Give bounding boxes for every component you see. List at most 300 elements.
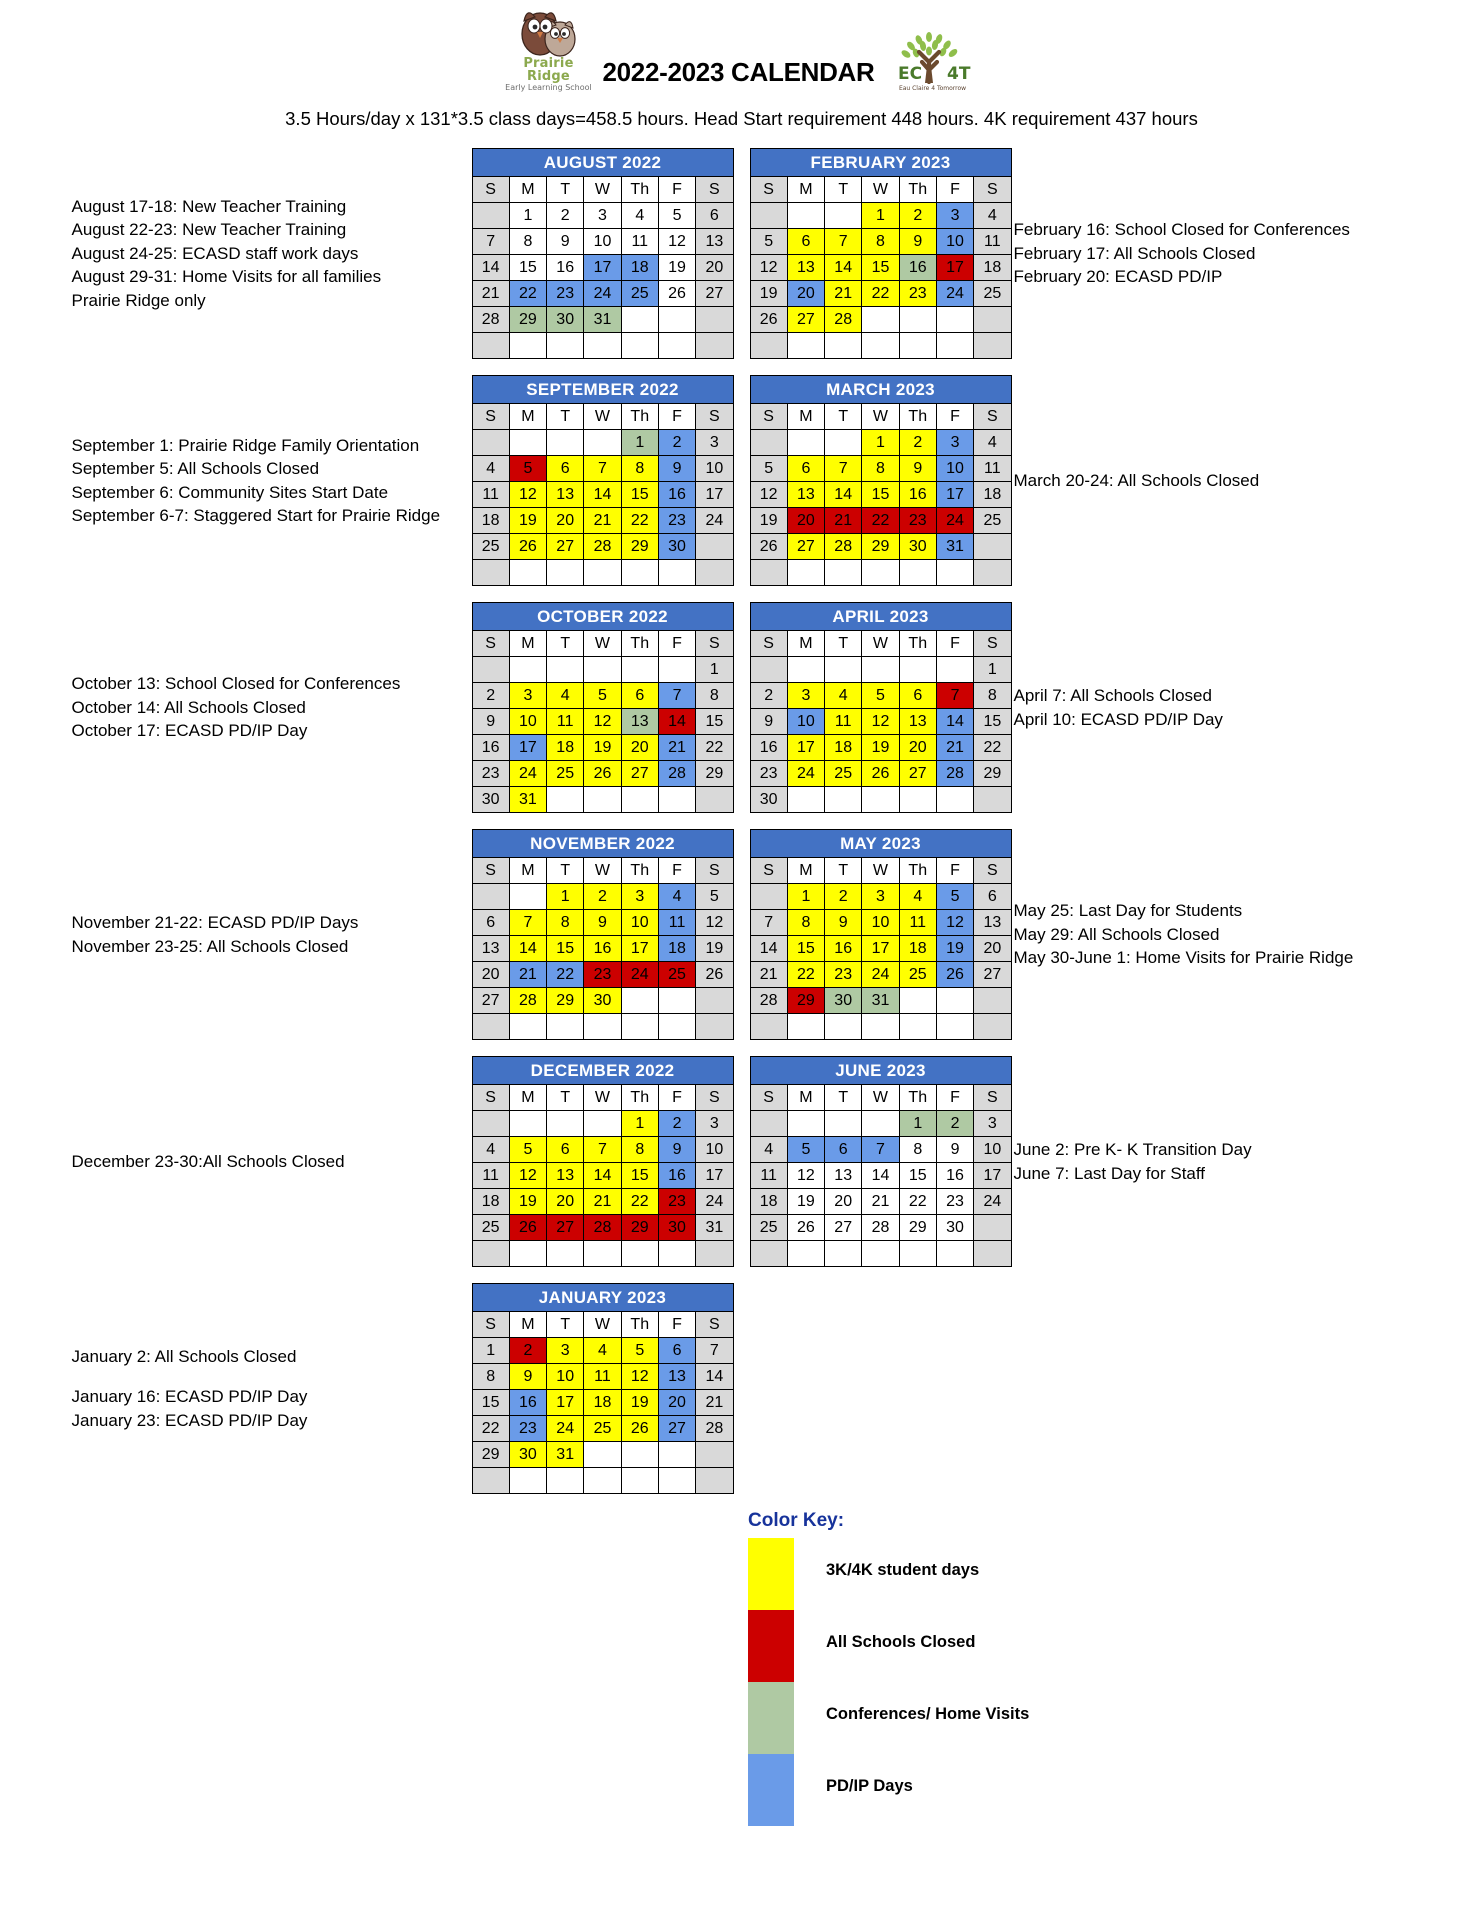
day-cell[interactable]: 19	[658, 255, 695, 281]
day-cell[interactable]: 25	[974, 281, 1011, 307]
day-cell[interactable]: 8	[862, 229, 899, 255]
day-cell[interactable]: 5	[621, 1338, 658, 1364]
day-cell[interactable]: 20	[658, 1390, 695, 1416]
day-cell[interactable]: 16	[899, 255, 936, 281]
day-cell[interactable]: 6	[547, 1137, 584, 1163]
day-cell[interactable]: 18	[974, 482, 1011, 508]
day-cell[interactable]: 13	[696, 229, 733, 255]
day-cell[interactable]: 19	[696, 936, 733, 962]
day-cell[interactable]: 13	[974, 910, 1011, 936]
day-cell[interactable]: 26	[621, 1416, 658, 1442]
day-cell[interactable]: 7	[584, 1137, 621, 1163]
day-cell[interactable]: 31	[509, 787, 546, 813]
day-cell[interactable]: 5	[862, 683, 899, 709]
day-cell[interactable]: 26	[787, 1215, 824, 1241]
day-cell[interactable]: 19	[750, 508, 787, 534]
day-cell[interactable]: 3	[936, 430, 973, 456]
day-cell[interactable]: 22	[509, 281, 546, 307]
day-cell[interactable]: 28	[750, 988, 787, 1014]
day-cell[interactable]: 11	[547, 709, 584, 735]
day-cell[interactable]: 16	[899, 482, 936, 508]
day-cell[interactable]: 14	[750, 936, 787, 962]
day-cell[interactable]: 9	[899, 456, 936, 482]
day-cell[interactable]: 16	[472, 735, 509, 761]
day-cell[interactable]: 27	[658, 1416, 695, 1442]
day-cell[interactable]: 25	[472, 534, 509, 560]
day-cell[interactable]: 8	[621, 1137, 658, 1163]
day-cell[interactable]: 28	[472, 307, 509, 333]
day-cell[interactable]: 10	[974, 1137, 1011, 1163]
day-cell[interactable]: 8	[509, 229, 546, 255]
day-cell[interactable]: 1	[696, 657, 733, 683]
day-cell[interactable]: 13	[621, 709, 658, 735]
day-cell[interactable]: 18	[974, 255, 1011, 281]
day-cell[interactable]: 25	[584, 1416, 621, 1442]
day-cell[interactable]: 24	[621, 962, 658, 988]
day-cell[interactable]: 24	[584, 281, 621, 307]
day-cell[interactable]: 4	[750, 1137, 787, 1163]
day-cell[interactable]: 15	[509, 255, 546, 281]
day-cell[interactable]: 4	[472, 1137, 509, 1163]
day-cell[interactable]: 30	[936, 1215, 973, 1241]
day-cell[interactable]: 1	[621, 1111, 658, 1137]
day-cell[interactable]: 3	[787, 683, 824, 709]
day-cell[interactable]: 1	[862, 430, 899, 456]
day-cell[interactable]: 29	[696, 761, 733, 787]
day-cell[interactable]: 9	[658, 456, 695, 482]
day-cell[interactable]: 24	[974, 1189, 1011, 1215]
day-cell[interactable]: 27	[974, 962, 1011, 988]
day-cell[interactable]: 1	[472, 1338, 509, 1364]
day-cell[interactable]: 23	[936, 1189, 973, 1215]
day-cell[interactable]: 28	[584, 534, 621, 560]
day-cell[interactable]: 25	[825, 761, 862, 787]
day-cell[interactable]: 24	[936, 508, 973, 534]
day-cell[interactable]: 12	[621, 1364, 658, 1390]
day-cell[interactable]: 18	[658, 936, 695, 962]
day-cell[interactable]: 17	[509, 735, 546, 761]
day-cell[interactable]: 22	[621, 1189, 658, 1215]
day-cell[interactable]: 8	[472, 1364, 509, 1390]
day-cell[interactable]: 23	[658, 1189, 695, 1215]
day-cell[interactable]: 2	[509, 1338, 546, 1364]
day-cell[interactable]: 15	[899, 1163, 936, 1189]
day-cell[interactable]: 29	[621, 534, 658, 560]
day-cell[interactable]: 28	[584, 1215, 621, 1241]
day-cell[interactable]: 6	[658, 1338, 695, 1364]
day-cell[interactable]: 16	[658, 1163, 695, 1189]
day-cell[interactable]: 17	[621, 936, 658, 962]
day-cell[interactable]: 23	[509, 1416, 546, 1442]
day-cell[interactable]: 9	[750, 709, 787, 735]
day-cell[interactable]: 3	[547, 1338, 584, 1364]
day-cell[interactable]: 1	[787, 884, 824, 910]
day-cell[interactable]: 29	[862, 534, 899, 560]
day-cell[interactable]: 22	[696, 735, 733, 761]
day-cell[interactable]: 10	[621, 910, 658, 936]
day-cell[interactable]: 28	[825, 534, 862, 560]
day-cell[interactable]: 26	[584, 761, 621, 787]
day-cell[interactable]: 21	[750, 962, 787, 988]
day-cell[interactable]: 1	[547, 884, 584, 910]
day-cell[interactable]: 2	[658, 1111, 695, 1137]
day-cell[interactable]: 16	[936, 1163, 973, 1189]
day-cell[interactable]: 3	[862, 884, 899, 910]
day-cell[interactable]: 26	[750, 534, 787, 560]
day-cell[interactable]: 19	[750, 281, 787, 307]
day-cell[interactable]: 10	[936, 229, 973, 255]
day-cell[interactable]: 21	[862, 1189, 899, 1215]
day-cell[interactable]: 7	[750, 910, 787, 936]
day-cell[interactable]: 20	[472, 962, 509, 988]
day-cell[interactable]: 26	[509, 1215, 546, 1241]
day-cell[interactable]: 27	[787, 534, 824, 560]
day-cell[interactable]: 13	[825, 1163, 862, 1189]
day-cell[interactable]: 31	[936, 534, 973, 560]
day-cell[interactable]: 7	[658, 683, 695, 709]
day-cell[interactable]: 4	[547, 683, 584, 709]
day-cell[interactable]: 13	[899, 709, 936, 735]
day-cell[interactable]: 29	[787, 988, 824, 1014]
day-cell[interactable]: 7	[584, 456, 621, 482]
day-cell[interactable]: 21	[658, 735, 695, 761]
day-cell[interactable]: 3	[621, 884, 658, 910]
day-cell[interactable]: 25	[750, 1215, 787, 1241]
day-cell[interactable]: 6	[787, 229, 824, 255]
day-cell[interactable]: 2	[899, 203, 936, 229]
day-cell[interactable]: 22	[472, 1416, 509, 1442]
day-cell[interactable]: 23	[658, 508, 695, 534]
day-cell[interactable]: 17	[862, 936, 899, 962]
day-cell[interactable]: 6	[974, 884, 1011, 910]
day-cell[interactable]: 6	[547, 456, 584, 482]
day-cell[interactable]: 11	[899, 910, 936, 936]
day-cell[interactable]: 22	[787, 962, 824, 988]
day-cell[interactable]: 7	[472, 229, 509, 255]
day-cell[interactable]: 7	[862, 1137, 899, 1163]
day-cell[interactable]: 24	[696, 508, 733, 534]
day-cell[interactable]: 4	[472, 456, 509, 482]
day-cell[interactable]: 31	[584, 307, 621, 333]
day-cell[interactable]: 14	[509, 936, 546, 962]
day-cell[interactable]: 9	[658, 1137, 695, 1163]
day-cell[interactable]: 19	[787, 1189, 824, 1215]
day-cell[interactable]: 12	[696, 910, 733, 936]
day-cell[interactable]: 29	[621, 1215, 658, 1241]
day-cell[interactable]: 8	[899, 1137, 936, 1163]
day-cell[interactable]: 17	[696, 1163, 733, 1189]
day-cell[interactable]: 7	[509, 910, 546, 936]
day-cell[interactable]: 5	[584, 683, 621, 709]
day-cell[interactable]: 12	[936, 910, 973, 936]
day-cell[interactable]: 26	[936, 962, 973, 988]
day-cell[interactable]: 6	[825, 1137, 862, 1163]
day-cell[interactable]: 18	[584, 1390, 621, 1416]
day-cell[interactable]: 27	[787, 307, 824, 333]
day-cell[interactable]: 14	[584, 482, 621, 508]
day-cell[interactable]: 20	[899, 735, 936, 761]
day-cell[interactable]: 30	[825, 988, 862, 1014]
day-cell[interactable]: 3	[696, 1111, 733, 1137]
day-cell[interactable]: 25	[472, 1215, 509, 1241]
day-cell[interactable]: 22	[862, 508, 899, 534]
day-cell[interactable]: 18	[472, 1189, 509, 1215]
day-cell[interactable]: 5	[750, 456, 787, 482]
day-cell[interactable]: 3	[509, 683, 546, 709]
day-cell[interactable]: 23	[584, 962, 621, 988]
day-cell[interactable]: 8	[621, 456, 658, 482]
day-cell[interactable]: 30	[658, 1215, 695, 1241]
day-cell[interactable]: 5	[509, 456, 546, 482]
day-cell[interactable]: 20	[787, 508, 824, 534]
day-cell[interactable]: 16	[658, 482, 695, 508]
day-cell[interactable]: 2	[547, 203, 584, 229]
day-cell[interactable]: 24	[696, 1189, 733, 1215]
day-cell[interactable]: 15	[621, 482, 658, 508]
day-cell[interactable]: 25	[658, 962, 695, 988]
day-cell[interactable]: 11	[584, 1364, 621, 1390]
day-cell[interactable]: 24	[936, 281, 973, 307]
day-cell[interactable]: 15	[621, 1163, 658, 1189]
day-cell[interactable]: 4	[825, 683, 862, 709]
day-cell[interactable]: 24	[547, 1416, 584, 1442]
day-cell[interactable]: 13	[547, 482, 584, 508]
day-cell[interactable]: 3	[696, 430, 733, 456]
day-cell[interactable]: 12	[862, 709, 899, 735]
day-cell[interactable]: 6	[787, 456, 824, 482]
day-cell[interactable]: 21	[584, 1189, 621, 1215]
day-cell[interactable]: 9	[547, 229, 584, 255]
day-cell[interactable]: 26	[696, 962, 733, 988]
day-cell[interactable]: 14	[584, 1163, 621, 1189]
day-cell[interactable]: 1	[509, 203, 546, 229]
day-cell[interactable]: 30	[658, 534, 695, 560]
day-cell[interactable]: 14	[658, 709, 695, 735]
day-cell[interactable]: 1	[974, 657, 1011, 683]
day-cell[interactable]: 11	[825, 709, 862, 735]
day-cell[interactable]: 18	[547, 735, 584, 761]
day-cell[interactable]: 24	[862, 962, 899, 988]
day-cell[interactable]: 11	[472, 1163, 509, 1189]
day-cell[interactable]: 25	[621, 281, 658, 307]
day-cell[interactable]: 11	[621, 229, 658, 255]
day-cell[interactable]: 3	[584, 203, 621, 229]
day-cell[interactable]: 2	[472, 683, 509, 709]
day-cell[interactable]: 19	[509, 508, 546, 534]
day-cell[interactable]: 10	[936, 456, 973, 482]
day-cell[interactable]: 10	[509, 709, 546, 735]
day-cell[interactable]: 2	[936, 1111, 973, 1137]
day-cell[interactable]: 25	[899, 962, 936, 988]
day-cell[interactable]: 23	[750, 761, 787, 787]
day-cell[interactable]: 30	[750, 787, 787, 813]
day-cell[interactable]: 18	[899, 936, 936, 962]
day-cell[interactable]: 29	[472, 1442, 509, 1468]
day-cell[interactable]: 9	[584, 910, 621, 936]
day-cell[interactable]: 12	[509, 1163, 546, 1189]
day-cell[interactable]: 23	[547, 281, 584, 307]
day-cell[interactable]: 14	[862, 1163, 899, 1189]
day-cell[interactable]: 14	[825, 255, 862, 281]
day-cell[interactable]: 19	[509, 1189, 546, 1215]
day-cell[interactable]: 27	[825, 1215, 862, 1241]
day-cell[interactable]: 23	[899, 508, 936, 534]
day-cell[interactable]: 4	[899, 884, 936, 910]
day-cell[interactable]: 27	[696, 281, 733, 307]
day-cell[interactable]: 21	[472, 281, 509, 307]
day-cell[interactable]: 22	[899, 1189, 936, 1215]
day-cell[interactable]: 6	[696, 203, 733, 229]
day-cell[interactable]: 28	[696, 1416, 733, 1442]
day-cell[interactable]: 2	[825, 884, 862, 910]
day-cell[interactable]: 9	[472, 709, 509, 735]
day-cell[interactable]: 31	[862, 988, 899, 1014]
day-cell[interactable]: 26	[750, 307, 787, 333]
day-cell[interactable]: 14	[936, 709, 973, 735]
day-cell[interactable]: 5	[696, 884, 733, 910]
day-cell[interactable]: 29	[547, 988, 584, 1014]
day-cell[interactable]: 17	[696, 482, 733, 508]
day-cell[interactable]: 16	[509, 1390, 546, 1416]
day-cell[interactable]: 22	[547, 962, 584, 988]
day-cell[interactable]: 30	[509, 1442, 546, 1468]
day-cell[interactable]: 27	[899, 761, 936, 787]
day-cell[interactable]: 17	[936, 255, 973, 281]
day-cell[interactable]: 9	[936, 1137, 973, 1163]
day-cell[interactable]: 9	[899, 229, 936, 255]
day-cell[interactable]: 27	[621, 761, 658, 787]
day-cell[interactable]: 15	[862, 255, 899, 281]
day-cell[interactable]: 27	[472, 988, 509, 1014]
day-cell[interactable]: 9	[825, 910, 862, 936]
day-cell[interactable]: 20	[621, 735, 658, 761]
day-cell[interactable]: 30	[547, 307, 584, 333]
day-cell[interactable]: 19	[584, 735, 621, 761]
day-cell[interactable]: 29	[899, 1215, 936, 1241]
day-cell[interactable]: 17	[584, 255, 621, 281]
day-cell[interactable]: 12	[750, 482, 787, 508]
day-cell[interactable]: 4	[621, 203, 658, 229]
day-cell[interactable]: 31	[547, 1442, 584, 1468]
day-cell[interactable]: 3	[974, 1111, 1011, 1137]
day-cell[interactable]: 2	[584, 884, 621, 910]
day-cell[interactable]: 22	[862, 281, 899, 307]
day-cell[interactable]: 14	[472, 255, 509, 281]
day-cell[interactable]: 4	[974, 203, 1011, 229]
day-cell[interactable]: 20	[825, 1189, 862, 1215]
day-cell[interactable]: 7	[825, 456, 862, 482]
day-cell[interactable]: 3	[936, 203, 973, 229]
day-cell[interactable]: 18	[750, 1189, 787, 1215]
day-cell[interactable]: 4	[658, 884, 695, 910]
day-cell[interactable]: 13	[787, 482, 824, 508]
day-cell[interactable]: 8	[787, 910, 824, 936]
day-cell[interactable]: 25	[547, 761, 584, 787]
day-cell[interactable]: 26	[509, 534, 546, 560]
day-cell[interactable]: 6	[621, 683, 658, 709]
day-cell[interactable]: 20	[787, 281, 824, 307]
day-cell[interactable]: 11	[658, 910, 695, 936]
day-cell[interactable]: 17	[936, 482, 973, 508]
day-cell[interactable]: 21	[825, 281, 862, 307]
day-cell[interactable]: 1	[899, 1111, 936, 1137]
day-cell[interactable]: 21	[509, 962, 546, 988]
day-cell[interactable]: 12	[750, 255, 787, 281]
day-cell[interactable]: 10	[696, 1137, 733, 1163]
day-cell[interactable]: 7	[696, 1338, 733, 1364]
day-cell[interactable]: 12	[509, 482, 546, 508]
day-cell[interactable]: 19	[862, 735, 899, 761]
day-cell[interactable]: 22	[974, 735, 1011, 761]
day-cell[interactable]: 24	[787, 761, 824, 787]
day-cell[interactable]: 7	[936, 683, 973, 709]
day-cell[interactable]: 23	[472, 761, 509, 787]
day-cell[interactable]: 15	[974, 709, 1011, 735]
day-cell[interactable]: 28	[509, 988, 546, 1014]
day-cell[interactable]: 10	[787, 709, 824, 735]
day-cell[interactable]: 29	[509, 307, 546, 333]
day-cell[interactable]: 26	[862, 761, 899, 787]
day-cell[interactable]: 10	[862, 910, 899, 936]
day-cell[interactable]: 1	[862, 203, 899, 229]
day-cell[interactable]: 11	[750, 1163, 787, 1189]
day-cell[interactable]: 15	[787, 936, 824, 962]
day-cell[interactable]: 14	[696, 1364, 733, 1390]
day-cell[interactable]: 20	[547, 508, 584, 534]
day-cell[interactable]: 11	[974, 456, 1011, 482]
day-cell[interactable]: 12	[658, 229, 695, 255]
day-cell[interactable]: 10	[584, 229, 621, 255]
day-cell[interactable]: 2	[899, 430, 936, 456]
day-cell[interactable]: 27	[547, 1215, 584, 1241]
day-cell[interactable]: 2	[750, 683, 787, 709]
day-cell[interactable]: 15	[547, 936, 584, 962]
day-cell[interactable]: 12	[787, 1163, 824, 1189]
day-cell[interactable]: 21	[936, 735, 973, 761]
day-cell[interactable]: 30	[472, 787, 509, 813]
day-cell[interactable]: 20	[547, 1189, 584, 1215]
day-cell[interactable]: 17	[787, 735, 824, 761]
day-cell[interactable]: 5	[787, 1137, 824, 1163]
day-cell[interactable]: 5	[658, 203, 695, 229]
day-cell[interactable]: 7	[825, 229, 862, 255]
day-cell[interactable]: 5	[936, 884, 973, 910]
day-cell[interactable]: 9	[509, 1364, 546, 1390]
day-cell[interactable]: 22	[621, 508, 658, 534]
day-cell[interactable]: 20	[974, 936, 1011, 962]
day-cell[interactable]: 18	[825, 735, 862, 761]
day-cell[interactable]: 23	[899, 281, 936, 307]
day-cell[interactable]: 1	[621, 430, 658, 456]
day-cell[interactable]: 12	[584, 709, 621, 735]
day-cell[interactable]: 5	[750, 229, 787, 255]
day-cell[interactable]: 2	[658, 430, 695, 456]
day-cell[interactable]: 5	[509, 1137, 546, 1163]
day-cell[interactable]: 4	[974, 430, 1011, 456]
day-cell[interactable]: 15	[862, 482, 899, 508]
day-cell[interactable]: 16	[825, 936, 862, 962]
day-cell[interactable]: 25	[974, 508, 1011, 534]
day-cell[interactable]: 13	[472, 936, 509, 962]
day-cell[interactable]: 15	[472, 1390, 509, 1416]
day-cell[interactable]: 29	[974, 761, 1011, 787]
day-cell[interactable]: 24	[509, 761, 546, 787]
day-cell[interactable]: 17	[547, 1390, 584, 1416]
day-cell[interactable]: 30	[899, 534, 936, 560]
day-cell[interactable]: 4	[584, 1338, 621, 1364]
day-cell[interactable]: 28	[936, 761, 973, 787]
day-cell[interactable]: 28	[825, 307, 862, 333]
